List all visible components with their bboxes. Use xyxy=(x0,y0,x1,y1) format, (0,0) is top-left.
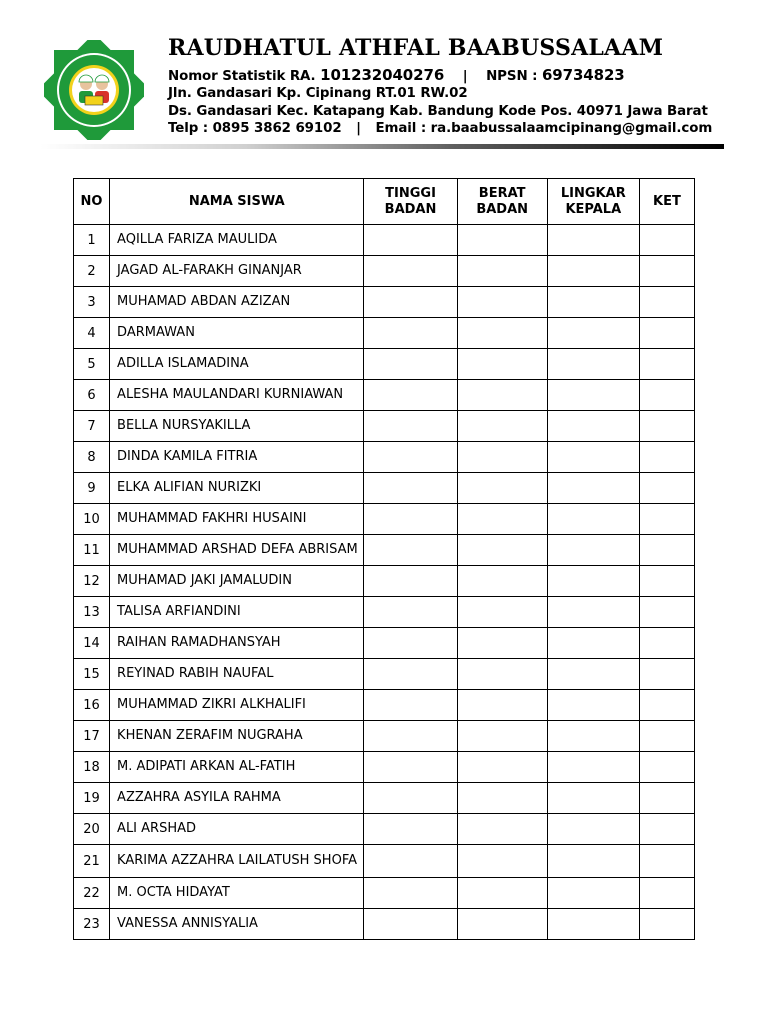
cell-student-name: VANESSA ANNISYALIA xyxy=(110,909,364,940)
cell-tinggi-badan[interactable] xyxy=(364,752,457,783)
cell-student-name: JAGAD AL-FARAKH GINANJAR xyxy=(110,256,364,287)
cell-lingkar-kepala[interactable] xyxy=(547,814,639,845)
cell-berat-badan[interactable] xyxy=(457,504,547,535)
cell-no: 13 xyxy=(74,597,110,628)
cell-berat-badan[interactable] xyxy=(457,878,547,909)
cell-lingkar-kepala[interactable] xyxy=(547,504,639,535)
table-row xyxy=(74,287,695,318)
cell-ket[interactable] xyxy=(639,783,694,814)
cell-student-name: MUHAMAD ABDAN AZIZAN xyxy=(110,287,364,318)
cell-no: 19 xyxy=(74,783,110,814)
cell-student-name: DINDA KAMILA FITRIA xyxy=(110,442,364,473)
cell-tinggi-badan[interactable] xyxy=(364,473,457,504)
address-line-1: Jln. Gandasari Kp. Cipinang RT.01 RW.02 xyxy=(168,86,468,101)
cell-tinggi-badan[interactable] xyxy=(364,225,457,256)
cell-berat-badan[interactable] xyxy=(457,909,547,940)
cell-lingkar-kepala[interactable] xyxy=(547,752,639,783)
cell-tinggi-badan[interactable] xyxy=(364,909,457,940)
cell-tinggi-badan[interactable] xyxy=(364,597,457,628)
cell-student-name: M. ADIPATI ARKAN AL-FATIH xyxy=(110,752,364,783)
cell-ket[interactable] xyxy=(639,814,694,845)
contact-line xyxy=(168,121,712,136)
cell-student-name: ELKA ALIFIAN NURIZKI xyxy=(110,473,364,504)
npsn-value: 69734823 xyxy=(541,66,625,84)
cell-tinggi-badan[interactable] xyxy=(364,504,457,535)
cell-ket[interactable] xyxy=(639,845,694,878)
table-row xyxy=(74,318,695,349)
col-header-tinggi-badan xyxy=(364,179,457,225)
cell-no: 8 xyxy=(74,442,110,473)
table-row xyxy=(74,411,695,442)
cell-lingkar-kepala[interactable] xyxy=(547,909,639,940)
student-measurement-table xyxy=(73,178,695,940)
cell-lingkar-kepala[interactable] xyxy=(547,628,639,659)
table-row xyxy=(74,256,695,287)
table-row xyxy=(74,814,695,845)
cell-lingkar-kepala[interactable] xyxy=(547,721,639,752)
table-row xyxy=(74,659,695,690)
cell-berat-badan[interactable] xyxy=(457,380,547,411)
cell-student-name: MUHAMMAD FAKHRI HUSAINI xyxy=(110,504,364,535)
table-row xyxy=(74,225,695,256)
cell-lingkar-kepala[interactable] xyxy=(547,597,639,628)
cell-tinggi-badan[interactable] xyxy=(364,535,457,566)
col-header-lingkar-kepala xyxy=(547,179,639,225)
cell-tinggi-badan[interactable] xyxy=(364,783,457,814)
cell-lingkar-kepala[interactable] xyxy=(547,690,639,721)
table-row xyxy=(74,566,695,597)
cell-ket[interactable] xyxy=(639,878,694,909)
cell-no: 15 xyxy=(74,659,110,690)
cell-no: 9 xyxy=(74,473,110,504)
table-body xyxy=(74,225,695,940)
npsn-label: NPSN : xyxy=(486,69,538,84)
cell-no: 3 xyxy=(74,287,110,318)
cell-ket[interactable] xyxy=(639,752,694,783)
cell-berat-badan[interactable] xyxy=(457,535,547,566)
seal-logo-icon xyxy=(44,40,144,140)
phone: Telp : 0895 3862 69102 xyxy=(168,121,342,136)
cell-berat-badan[interactable] xyxy=(457,287,547,318)
table-header-row xyxy=(74,179,695,225)
cell-student-name: DARMAWAN xyxy=(110,318,364,349)
cell-berat-badan[interactable] xyxy=(457,845,547,878)
cell-no: 2 xyxy=(74,256,110,287)
cell-tinggi-badan[interactable] xyxy=(364,566,457,597)
cell-ket[interactable] xyxy=(639,442,694,473)
cell-berat-badan[interactable] xyxy=(457,783,547,814)
cell-tinggi-badan[interactable] xyxy=(364,442,457,473)
header-text: BERAT xyxy=(478,185,526,201)
cell-lingkar-kepala[interactable] xyxy=(547,380,639,411)
table-row xyxy=(74,504,695,535)
cell-tinggi-badan[interactable] xyxy=(364,690,457,721)
address-line-2: Ds. Gandasari Kec. Katapang Kab. Bandung Kode Pos. 40971 Jawa Barat xyxy=(168,104,708,119)
cell-no: 20 xyxy=(74,814,110,845)
col-header-ket: KET xyxy=(639,179,694,225)
cell-berat-badan[interactable] xyxy=(457,628,547,659)
cell-student-name: MUHAMAD JAKI JAMALUDIN xyxy=(110,566,364,597)
cell-lingkar-kepala[interactable] xyxy=(547,783,639,814)
cell-berat-badan[interactable] xyxy=(457,752,547,783)
table-row xyxy=(74,535,695,566)
table-row xyxy=(74,628,695,659)
cell-no: 5 xyxy=(74,349,110,380)
separator: | xyxy=(462,69,468,84)
cell-student-name: M. OCTA HIDAYAT xyxy=(110,878,364,909)
table-row xyxy=(74,690,695,721)
cell-student-name: ALESHA MAULANDARI KURNIAWAN xyxy=(110,380,364,411)
statistik-npsn-line xyxy=(168,66,625,84)
header-divider xyxy=(40,144,724,149)
cell-lingkar-kepala[interactable] xyxy=(547,349,639,380)
col-header-no: NO xyxy=(74,179,110,225)
cell-no: 1 xyxy=(74,225,110,256)
header-text: BADAN xyxy=(384,201,437,217)
cell-tinggi-badan[interactable] xyxy=(364,659,457,690)
table-row xyxy=(74,473,695,504)
cell-ket[interactable] xyxy=(639,318,694,349)
cell-student-name: ADILLA ISLAMADINA xyxy=(110,349,364,380)
table-row xyxy=(74,909,695,940)
cell-student-name: MUHAMMAD ARSHAD DEFA ABRISAM xyxy=(110,535,364,566)
cell-lingkar-kepala[interactable] xyxy=(547,659,639,690)
cell-tinggi-badan[interactable] xyxy=(364,628,457,659)
cell-no: 10 xyxy=(74,504,110,535)
col-header-name: NAMA SISWA xyxy=(110,179,364,225)
cell-no: 12 xyxy=(74,566,110,597)
cell-berat-badan[interactable] xyxy=(457,411,547,442)
cell-ket[interactable] xyxy=(639,504,694,535)
header-text: LINGKAR xyxy=(560,185,626,201)
table-row xyxy=(74,783,695,814)
cell-lingkar-kepala[interactable] xyxy=(547,256,639,287)
cell-ket[interactable] xyxy=(639,597,694,628)
cell-ket[interactable] xyxy=(639,380,694,411)
cell-student-name: AZZAHRA ASYILA RAHMA xyxy=(110,783,364,814)
cell-tinggi-badan[interactable] xyxy=(364,814,457,845)
cell-berat-badan[interactable] xyxy=(457,597,547,628)
table-row xyxy=(74,380,695,411)
cell-ket[interactable] xyxy=(639,535,694,566)
cell-ket[interactable] xyxy=(639,721,694,752)
cell-berat-badan[interactable] xyxy=(457,473,547,504)
cell-ket[interactable] xyxy=(639,566,694,597)
cell-tinggi-badan[interactable] xyxy=(364,380,457,411)
cell-student-name: AQILLA FARIZA MAULIDA xyxy=(110,225,364,256)
cell-tinggi-badan[interactable] xyxy=(364,318,457,349)
header-text: TINGGI xyxy=(385,185,436,201)
statistik-label: Nomor Statistik RA. xyxy=(168,69,316,84)
cell-tinggi-badan[interactable] xyxy=(364,256,457,287)
cell-no: 7 xyxy=(74,411,110,442)
cell-berat-badan[interactable] xyxy=(457,349,547,380)
cell-no: 11 xyxy=(74,535,110,566)
cell-tinggi-badan[interactable] xyxy=(364,411,457,442)
cell-ket[interactable] xyxy=(639,411,694,442)
cell-no: 18 xyxy=(74,752,110,783)
cell-lingkar-kepala[interactable] xyxy=(547,845,639,878)
cell-lingkar-kepala[interactable] xyxy=(547,287,639,318)
header-text: KEPALA xyxy=(565,201,622,217)
cell-student-name: RAIHAN RAMADHANSYAH xyxy=(110,628,364,659)
cell-berat-badan[interactable] xyxy=(457,256,547,287)
cell-berat-badan[interactable] xyxy=(457,721,547,752)
cell-tinggi-badan[interactable] xyxy=(364,721,457,752)
cell-ket[interactable] xyxy=(639,287,694,318)
cell-ket[interactable] xyxy=(639,473,694,504)
cell-lingkar-kepala[interactable] xyxy=(547,878,639,909)
cell-berat-badan[interactable] xyxy=(457,566,547,597)
cell-no: 6 xyxy=(74,380,110,411)
cell-ket[interactable] xyxy=(639,690,694,721)
cell-lingkar-kepala[interactable] xyxy=(547,225,639,256)
cell-ket[interactable] xyxy=(639,256,694,287)
cell-ket[interactable] xyxy=(639,225,694,256)
school-name: RAUDHATUL ATHFAL BAABUSSALAAM xyxy=(168,35,664,61)
cell-berat-badan[interactable] xyxy=(457,225,547,256)
cell-lingkar-kepala[interactable] xyxy=(547,535,639,566)
cell-lingkar-kepala[interactable] xyxy=(547,318,639,349)
cell-tinggi-badan[interactable] xyxy=(364,878,457,909)
cell-berat-badan[interactable] xyxy=(457,442,547,473)
cell-no: 4 xyxy=(74,318,110,349)
cell-lingkar-kepala[interactable] xyxy=(547,442,639,473)
cell-ket[interactable] xyxy=(639,349,694,380)
cell-no: 14 xyxy=(74,628,110,659)
cell-student-name: KARIMA AZZAHRA LAILATUSH SHOFA xyxy=(110,845,364,878)
table-row xyxy=(74,442,695,473)
cell-lingkar-kepala[interactable] xyxy=(547,411,639,442)
cell-tinggi-badan[interactable] xyxy=(364,845,457,878)
statistik-value: 101232040276 xyxy=(320,66,445,84)
letterhead xyxy=(0,0,768,150)
cell-student-name: BELLA NURSYAKILLA xyxy=(110,411,364,442)
cell-berat-badan[interactable] xyxy=(457,659,547,690)
table-row xyxy=(74,845,695,878)
cell-no: 23 xyxy=(74,909,110,940)
table-row xyxy=(74,597,695,628)
cell-no: 17 xyxy=(74,721,110,752)
col-header-berat-badan xyxy=(457,179,547,225)
cell-berat-badan[interactable] xyxy=(457,814,547,845)
cell-berat-badan[interactable] xyxy=(457,690,547,721)
separator: | xyxy=(356,121,361,136)
cell-ket[interactable] xyxy=(639,628,694,659)
cell-berat-badan[interactable] xyxy=(457,318,547,349)
email: Email : ra.baabussalaamcipinang@gmail.com xyxy=(375,121,713,136)
cell-no: 16 xyxy=(74,690,110,721)
cell-student-name: MUHAMMAD ZIKRI ALKHALIFI xyxy=(110,690,364,721)
cell-student-name: REYINAD RABIH NAUFAL xyxy=(110,659,364,690)
table-row xyxy=(74,349,695,380)
cell-no: 22 xyxy=(74,878,110,909)
school-logo xyxy=(44,40,144,140)
table-row xyxy=(74,721,695,752)
cell-student-name: KHENAN ZERAFIM NUGRAHA xyxy=(110,721,364,752)
header-text: BADAN xyxy=(476,201,529,217)
cell-ket[interactable] xyxy=(639,909,694,940)
table-row xyxy=(74,752,695,783)
cell-tinggi-badan[interactable] xyxy=(364,349,457,380)
cell-tinggi-badan[interactable] xyxy=(364,287,457,318)
cell-ket[interactable] xyxy=(639,659,694,690)
cell-no: 21 xyxy=(74,845,110,878)
cell-lingkar-kepala[interactable] xyxy=(547,473,639,504)
cell-student-name: ALI ARSHAD xyxy=(110,814,364,845)
cell-student-name: TALISA ARFIANDINI xyxy=(110,597,364,628)
table-row xyxy=(74,878,695,909)
cell-lingkar-kepala[interactable] xyxy=(547,566,639,597)
